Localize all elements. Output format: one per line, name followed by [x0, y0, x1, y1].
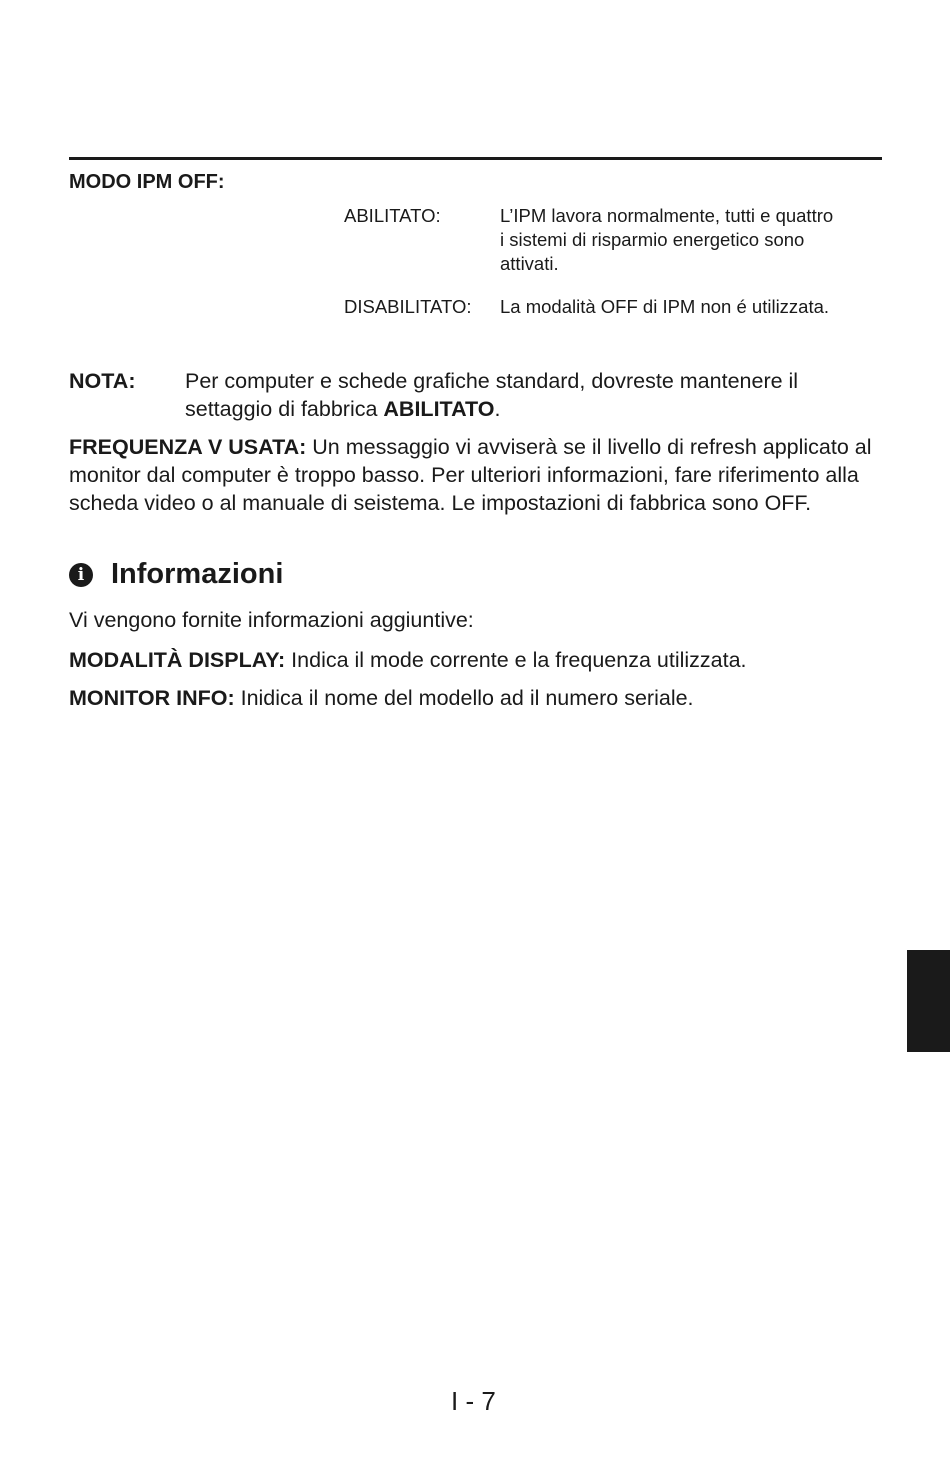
informazioni-intro: Vi vengono fornite informazioni aggiuntive: [69, 608, 474, 632]
nota-text [185, 367, 885, 423]
option-enabled-description: L’IPM lavora normalmente, tutti e quattro i sistemi di risparmio energetico sono attivati. [500, 205, 834, 274]
modalita-display-text: Indica il mode corrente e la frequenza utilizzata. [285, 648, 747, 672]
info-icon: i [69, 563, 93, 587]
informazioni-heading [69, 558, 283, 591]
section-tab [907, 950, 950, 1052]
option-enabled-label: ABILITATO: [344, 205, 441, 226]
page-number: I - 7 [451, 1386, 496, 1416]
informazioni-title: Informazioni [111, 558, 284, 590]
option-disabled-description: La modalità OFF di IPM non é utilizzata. [500, 296, 830, 317]
modalita-display-item [69, 646, 747, 674]
monitor-info-label: MONITOR INFO: [69, 686, 235, 710]
monitor-info-text: Inidica il nome del modello ad il numero seriale. [234, 686, 694, 710]
nota-end: . [494, 397, 501, 421]
modalita-display-label: MODALITÀ DISPLAY: [69, 648, 286, 672]
option-disabled-label: DISABILITATO: [344, 296, 472, 317]
ipm-off-title: MODO IPM OFF: [69, 171, 225, 193]
top-rule [69, 157, 882, 160]
monitor-info-item [69, 684, 694, 712]
frequenza-paragraph [69, 433, 884, 517]
frequenza-text: Un messaggio vi avviserà se il livello di refresh applicato al monitor dal computer è troppo basso. Per ulteriori informazioni, fare riferimento alla scheda video o al manuale di seistema. Le impostazioni di fabbrica sono OFF. [69, 435, 872, 515]
nota-body: Per computer e schede grafiche standard, dovreste mantenere il settaggio di fabbrica [185, 369, 799, 421]
nota-label: NOTA: [69, 369, 136, 393]
frequenza-label: FREQUENZA V USATA: [69, 435, 307, 459]
nota-bold-value: ABILITATO [383, 397, 495, 421]
